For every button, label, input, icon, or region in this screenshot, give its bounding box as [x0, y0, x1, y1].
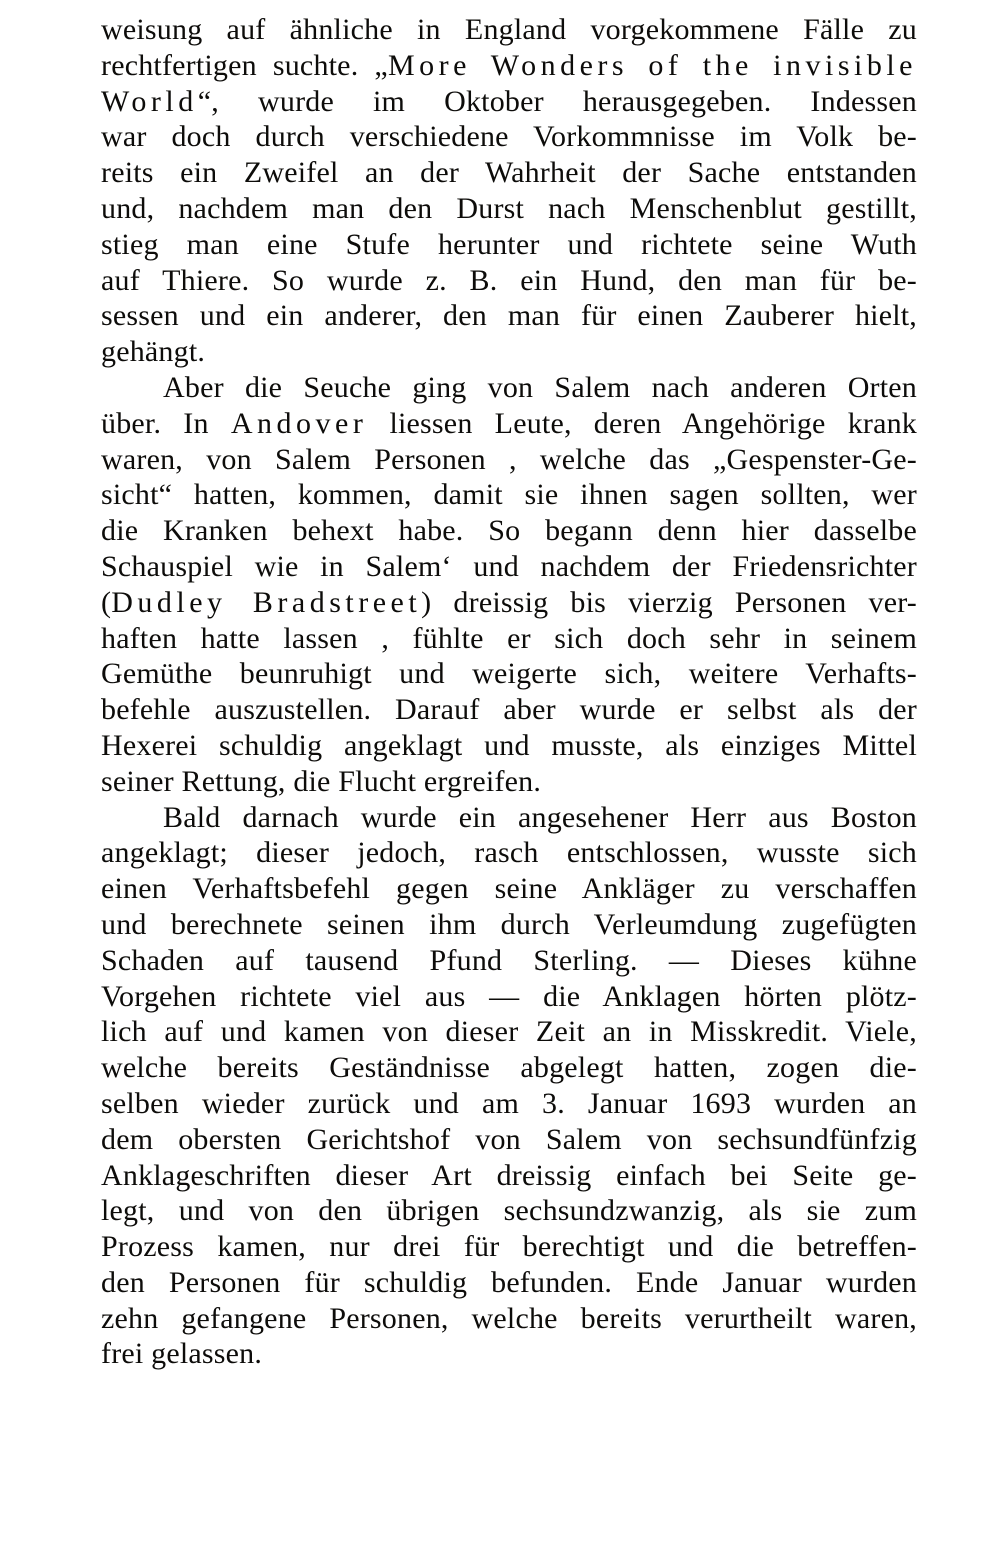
- text-segment: sessen und ein anderer, den man für einen Zauberer hielt,: [101, 299, 917, 333]
- text-segment: frei gelassen.: [101, 1337, 263, 1371]
- text-segment: liessen Leute, deren Angehörige krank: [367, 406, 917, 440]
- text-segment: Bald darnach wurde ein angesehener Herr aus Boston: [163, 800, 917, 834]
- text-line: [101, 1336, 917, 1372]
- text-segment: über. In: [101, 406, 231, 440]
- text-line: [101, 119, 917, 155]
- text-line: [101, 406, 917, 442]
- text-line: [101, 1301, 917, 1337]
- text-line: [101, 1122, 917, 1158]
- text-line: [101, 442, 917, 478]
- text-segment: Aber die Seuche ging von Salem nach anderen Orten: [163, 370, 917, 404]
- text-line: [101, 48, 917, 84]
- text-line: [101, 191, 917, 227]
- text-segment: welche bereits Geständnisse abgelegt hatten, zogen die-: [101, 1051, 917, 1085]
- text-line: [101, 549, 917, 585]
- text-line: [101, 1265, 917, 1301]
- text-segment: haften hatte lassen , fühlte er sich doch sehr in seinem: [101, 621, 917, 655]
- text-segment: rechtfertigen suchte. „: [101, 48, 388, 82]
- text-segment: zehn gefangene Personen, welche bereits verurtheilt waren,: [101, 1301, 917, 1335]
- text-segment: stieg man eine Stufe herunter und richtete seine Wuth: [101, 227, 917, 261]
- text-segment: einen Verhaftsbefehl gegen seine Ankläger zu verschaffen: [101, 872, 917, 906]
- text-segment: (: [101, 585, 112, 619]
- text-segment: Gemüthe beunruhigt und weigerte sich, weitere Verhafts-: [101, 657, 917, 691]
- text-segment: waren, von Salem Personen , welche das „Gespenster-Ge-: [101, 442, 917, 476]
- text-segment: weisung auf ähnliche in England vorgekommene Fälle zu: [101, 13, 917, 46]
- text-segment: sicht“ hatten, kommen, damit sie ihnen sagen sollten, wer: [101, 478, 917, 512]
- text-segment: Hexerei schuldig angeklagt und musste, als einziges Mittel: [101, 728, 917, 762]
- letterspaced-text: Dudley Bradstreet: [111, 585, 422, 619]
- text-segment: Schauspiel wie in Salem‘ und nachdem der Friedensrichter: [101, 549, 917, 583]
- text-line: [101, 84, 917, 120]
- text-line: [101, 656, 917, 692]
- text-line: [101, 943, 917, 979]
- text-line: [101, 298, 917, 334]
- text-line: [101, 370, 917, 406]
- text-segment: selben wieder zurück und am 3. Januar 1693 wurden an: [101, 1086, 917, 1120]
- text-line: [101, 334, 917, 370]
- text-line: [101, 585, 917, 621]
- paragraph: [101, 370, 917, 800]
- text-line: [101, 1086, 917, 1122]
- text-line: [101, 621, 917, 657]
- text-segment: gehängt.: [101, 335, 206, 369]
- text-line: [101, 907, 917, 943]
- text-segment: angeklagt; dieser jedoch, rasch entschlossen, wusste sich: [101, 836, 917, 870]
- text-segment: Vorgehen richtete viel aus — die Anklagen hörten plötz-: [101, 979, 917, 1013]
- letterspaced-text: More Wonders of the invisible: [387, 48, 918, 82]
- text-segment: den Personen für schuldig befunden. Ende Januar wurden: [101, 1265, 917, 1299]
- text-line: [101, 263, 917, 299]
- text-line: [101, 1229, 917, 1265]
- text-segment: lich auf und kamen von dieser Zeit an in Misskredit. Viele,: [101, 1015, 917, 1049]
- text-segment: und berechnete seinen ihm durch Verleumdung zugefügten: [101, 907, 917, 941]
- text-line: [101, 835, 917, 871]
- text-line: [101, 728, 917, 764]
- text-segment: auf Thiere. So wurde z. B. ein Hund, den man für be-: [101, 263, 917, 297]
- text-line: [101, 871, 917, 907]
- text-segment: Anklageschriften dieser Art dreissig einfach bei Seite ge-: [101, 1158, 917, 1192]
- text-segment: war doch durch verschiedene Vorkommnisse im Volk be-: [101, 120, 917, 154]
- text-line: [101, 12, 917, 48]
- text-line: [101, 1193, 917, 1229]
- paragraph: [101, 12, 917, 370]
- text-segment: dem obersten Gerichtshof von Salem von sechsundfünfzig: [101, 1122, 917, 1156]
- text-segment: ) dreissig bis vierzig Personen ver-: [421, 585, 917, 619]
- paragraph: [101, 800, 917, 1373]
- text-segment: und, nachdem man den Durst nach Menschenblut gestillt,: [101, 191, 917, 225]
- text-segment: seiner Rettung, die Flucht ergreifen.: [101, 764, 542, 798]
- text-segment: “, wurde im Oktober herausgegeben. Indessen: [197, 84, 917, 118]
- page-text: [101, 12, 917, 1372]
- text-line: [101, 692, 917, 728]
- text-segment: die Kranken behext habe. So begann denn hier dasselbe: [101, 514, 917, 548]
- text-line: [101, 979, 917, 1015]
- text-line: [101, 155, 917, 191]
- letterspaced-text: World: [101, 84, 198, 118]
- letterspaced-text: Andover: [230, 406, 368, 440]
- text-line: [101, 1014, 917, 1050]
- text-line: [101, 477, 917, 513]
- text-segment: Prozess kamen, nur drei für berechtigt und die betreffen-: [101, 1230, 917, 1264]
- text-segment: reits ein Zweifel an der Wahrheit der Sache entstanden: [101, 156, 917, 190]
- text-line: [101, 227, 917, 263]
- text-segment: befehle auszustellen. Darauf aber wurde er selbst als der: [101, 693, 917, 727]
- text-line: [101, 513, 917, 549]
- text-line: [101, 800, 917, 836]
- text-line: [101, 764, 917, 800]
- text-line: [101, 1158, 917, 1194]
- text-line: [101, 1050, 917, 1086]
- text-segment: Schaden auf tausend Pfund Sterling. — Dieses kühne: [101, 943, 917, 977]
- text-segment: legt, und von den übrigen sechsundzwanzig, als sie zum: [101, 1194, 917, 1228]
